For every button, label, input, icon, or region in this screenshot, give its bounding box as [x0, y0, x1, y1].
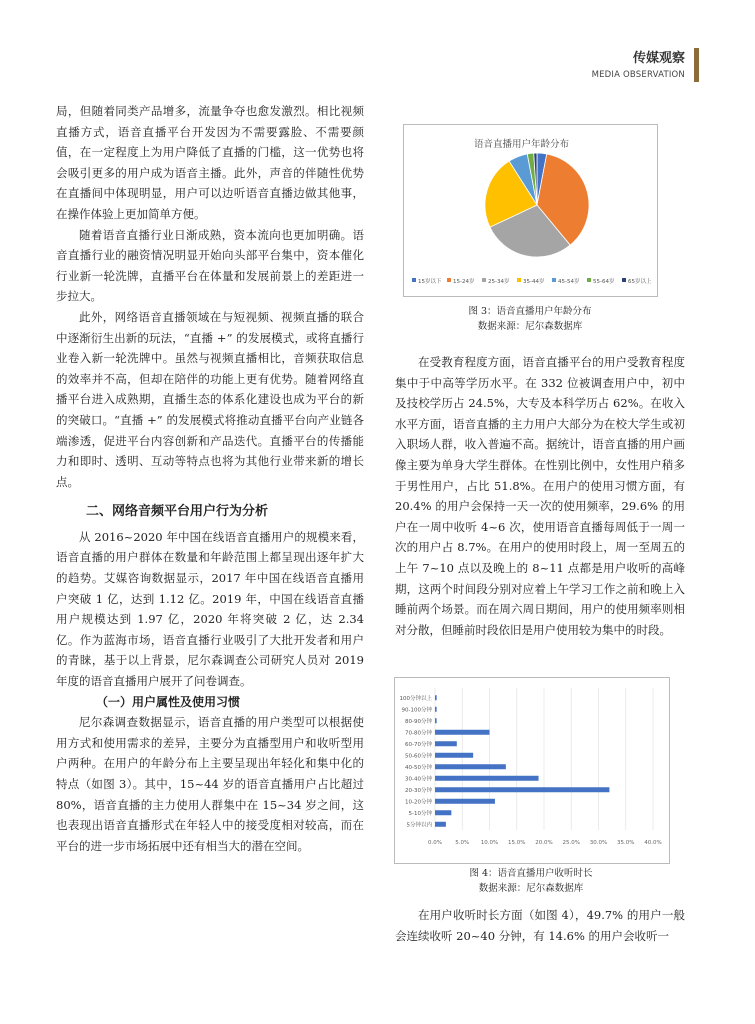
legend-label: 35-44岁 [523, 279, 545, 285]
figure-4-caption [394, 866, 668, 896]
x-tick-label: 15.0% [508, 840, 526, 846]
bar [435, 810, 451, 815]
bar [435, 822, 446, 827]
bar [435, 787, 609, 792]
x-tick-label: 35.0% [617, 840, 635, 846]
legend-label: 65岁以上 [628, 279, 652, 285]
y-category-label: 70-80分钟 [405, 730, 432, 737]
paragraph: 局，但随着同类产品增多，流量争夺也愈发激烈。相比视频直播方式，语音直播平台开发因为不需要露脸、不需要颜值，在一定程度上为用户降低了直播的门槛，这一优势也将会吸引更多的用户成为语音主播。此外，声音的伴随性优势在直播间中体现明显，用户可以边听语音直播边做其他事，在操作体验上更加简单方便。 [56, 104, 364, 221]
figure-3-caption-source: 数据来源：尼尔森数据库 [477, 321, 583, 332]
legend-label: 25-34岁 [488, 279, 510, 285]
legend-swatch [447, 278, 451, 282]
y-category-label: 10-20分钟 [405, 799, 432, 806]
y-category-label: 60-70分钟 [405, 741, 432, 748]
paragraph: 尼尔森调查数据显示，语音直播的用户类型可以根据使用方式和使用需求的差异，主要分为直播型用户和收听型用户两种。在用户的年龄分布上主要呈现出年轻化和集中化的特点（如图 3）。其中，15~44 岁的语音直播用户占比超过 80%，语音直播的主力使用人群集中在 15~34 岁之间，这也表现出语音直播形式在年轻人中的接受度相对较高，而在平台的进一步市场拓展中还有相当大的潜在空间。 [56, 715, 364, 853]
paragraph: 从 2016~2020 年中国在线语音直播用户的规模来看，语音直播的用户群体在数量和年龄范围上都呈现出逐年扩大的趋势。艾媒咨询数据显示，2017 年中国在线语音直播用户突破 1 亿，达到 1.12 亿。2019 年，中国在线语音直播用户规模达到 1.97 亿，2020 年将突破 2 亿，达 2.34 亿。作为蓝海市场，语音直播行业吸引了大批开发者和用户的青睐，基于以上背景，尼尔森调查公司研究人员对 2019 年度的语音直播用户展开了问卷调查。 [56, 529, 364, 689]
y-category-label: 90-100分钟 [401, 707, 432, 714]
legend-swatch [412, 278, 416, 282]
header-accent-bar [694, 48, 699, 82]
y-category-label: 30-40分钟 [405, 776, 432, 783]
paragraph: 在用户收听时长方面（如图 4），49.7% 的用户一般会连续收听 20~40 分钟，有 14.6% 的用户会收听一 [395, 908, 685, 943]
legend-swatch [552, 278, 556, 282]
bar [435, 718, 437, 723]
x-tick-label: 0.0% [428, 840, 442, 846]
figure-4-caption-source: 数据来源：尼尔森数据库 [478, 883, 584, 894]
x-tick-label: 25.0% [562, 840, 580, 846]
legend-label: 15-24岁 [453, 279, 475, 285]
bar [435, 753, 473, 758]
figure-3-age-pie [403, 124, 658, 297]
paragraph: 在受教育程度方面，语音直播平台的用户受教育程度集中于中高等学历水平。在 332 位被调查用户中，初中及技校学历占 24.5%，大专及本科学历占 62%。在收入水平方面，语音直播的主力用户大部分为在校大学生或初入职场人群，收入普遍不高。据统计，语音直播的用户画像主要为单身大学生群体。在性别比例中，女性用户稍多于男性用户，占比 51.8%。在用户的使用习惯方面，有 20.4% 的用户会保持一天一次的使用频率，29.6% 的用户在一周中收听 4~6 次，使用语音直播每周低于一周一次的用户占 8.7%。在用户的使用时段上，周一至周五的上午 7~10 点以及晚上的 8~11 点都是用户收听的高峰期，这两个时间段分别对应着上午学习工作之前和晚上入睡前两个场景。而在周六周日期间，用户的使用频率则相对分散，但睡前时段依旧是用户使用较为集中的时段。 [395, 355, 685, 637]
legend-swatch [622, 278, 626, 282]
legend-label: 15岁以下 [418, 279, 442, 285]
bar [435, 730, 490, 735]
figure-3-caption [400, 304, 660, 334]
right-column-bottom [395, 905, 685, 946]
header-subtitle: MEDIA OBSERVATION [591, 70, 685, 80]
left-column [56, 101, 364, 856]
y-category-label: 40-50分钟 [405, 764, 432, 771]
right-column [395, 352, 685, 640]
bar [435, 695, 437, 700]
pie-title: 语音直播用户年龄分布 [474, 139, 570, 150]
x-tick-label: 40.0% [644, 840, 662, 846]
bar [435, 764, 506, 769]
bar [435, 799, 495, 804]
figure-4-duration-bar [394, 677, 670, 864]
figure-4-caption-title: 图 4：语音直播用户收听时长 [469, 868, 593, 879]
bar [435, 741, 457, 746]
bar [435, 776, 539, 781]
pie-chart [404, 125, 657, 296]
header-title: 传媒观察 [632, 51, 685, 66]
subsection-heading: （一）用户属性及使用习惯 [96, 694, 241, 709]
y-category-label: 20-30分钟 [405, 787, 432, 794]
bar [435, 707, 437, 712]
legend-swatch [587, 278, 591, 282]
y-category-label: 50-60分钟 [405, 753, 432, 760]
x-tick-label: 10.0% [480, 840, 499, 846]
legend-label: 55-64岁 [593, 279, 615, 285]
legend-swatch [482, 278, 486, 282]
x-tick-label: 20.0% [535, 840, 553, 846]
y-category-label: 100分钟以上 [399, 695, 432, 702]
section-heading: 二、网络音频平台用户行为分析 [86, 504, 269, 520]
y-category-label: 5-10分钟 [408, 810, 432, 817]
y-category-label: 5分钟以内 [406, 822, 432, 829]
legend-label: 45-54岁 [558, 279, 580, 285]
y-category-label: 80-90分钟 [405, 718, 432, 725]
paragraph: 随着语音直播行业日渐成熟，资本流向也更加明确。语音直播行业的融资情况明显开始向头部平台集中，资本催化行业新一轮洗牌，直播平台在体量和发展前景上的差距进一步拉大。 [56, 227, 364, 304]
paragraph: 此外，网络语音直播领域在与短视频、视频直播的联合中逐渐衍生出新的玩法，“直播 +” 的发展模式，或将直播行业卷入新一轮洗牌中。虽然与视频直播相比，音频获取信息的效率并不高，但却在陪伴的功能上更有优势。随着网络直播平台进入成熟期，直播生态的体系化建设也成为平台的新的突破口。“直播 +” 的发展模式将推动直播平台向产业链各端渗透，促进平台内容创新和产品迭代。直播平台的传播能力和即时、透明、互动等特点也将为其他行业带来新的增长点。 [56, 309, 364, 489]
legend-swatch [517, 278, 521, 282]
figure-3-caption-title: 图 3：语音直播用户年龄分布 [468, 306, 592, 317]
x-tick-label: 5.0% [455, 840, 470, 846]
x-tick-label: 30.0% [589, 840, 608, 846]
bar-chart [395, 678, 669, 863]
